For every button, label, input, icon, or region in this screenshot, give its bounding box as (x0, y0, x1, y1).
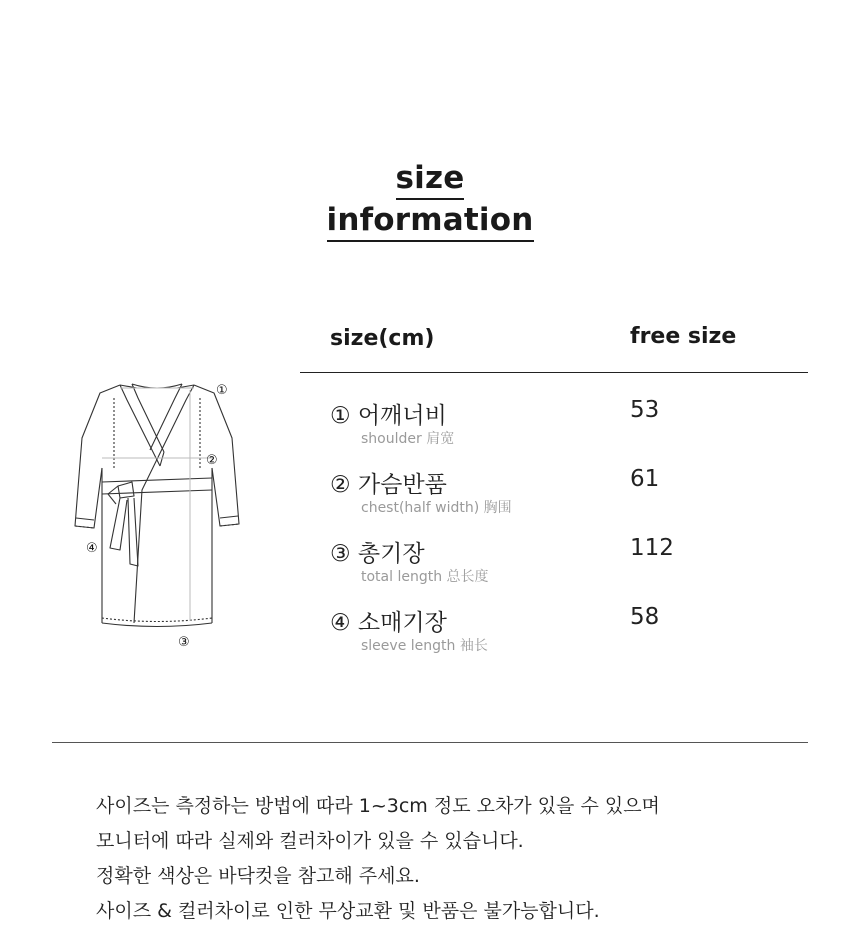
note-line: 사이즈는 측정하는 방법에 따라 1~3cm 정도 오차가 있을 수 있으며 (96, 795, 660, 817)
size-information-title (0, 158, 860, 242)
note-line: 모니터에 따라 실제와 컬러차이가 있을 수 있습니다. (96, 830, 524, 852)
size-notes (96, 789, 796, 929)
row-value: 112 (630, 535, 674, 561)
note-line: 사이즈 & 컬러차이로 인한 무상교환 및 반품은 불가능합니다. (96, 900, 600, 922)
row-name: ① 어깨너비 (330, 403, 447, 429)
size-table-header (330, 322, 810, 362)
row-subtitle: chest(half width) 胸围 (361, 500, 512, 516)
row-value: 58 (630, 604, 660, 630)
row-name: ④ 소매기장 (330, 610, 447, 636)
row-subtitle: shoulder 肩宽 (361, 431, 455, 447)
header-size-cm: size(cm) (330, 326, 435, 351)
row-subtitle: total length 总长度 (361, 569, 489, 585)
diagram-marker-3: ③ (178, 635, 190, 650)
diagram-marker-2: ② (206, 453, 218, 468)
row-value: 61 (630, 466, 660, 492)
title-line-2: information (327, 200, 534, 242)
size-row-total-length (330, 535, 810, 591)
robe-diagram (72, 378, 242, 653)
size-row-shoulder (330, 397, 810, 453)
diagram-marker-4: ④ (86, 541, 98, 556)
row-name: ③ 총기장 (330, 541, 425, 567)
title-line-1: size (396, 158, 465, 200)
size-row-chest (330, 466, 810, 522)
size-row-sleeve-length (330, 604, 810, 660)
row-value: 53 (630, 397, 660, 423)
header-divider (300, 372, 808, 373)
section-divider (52, 742, 808, 743)
row-name: ② 가슴반품 (330, 472, 447, 498)
note-line: 정확한 색상은 바닥컷을 참고해 주세요. (96, 865, 420, 887)
diagram-marker-1: ① (216, 383, 228, 398)
row-subtitle: sleeve length 袖长 (361, 638, 488, 654)
header-free-size: free size (630, 324, 737, 349)
